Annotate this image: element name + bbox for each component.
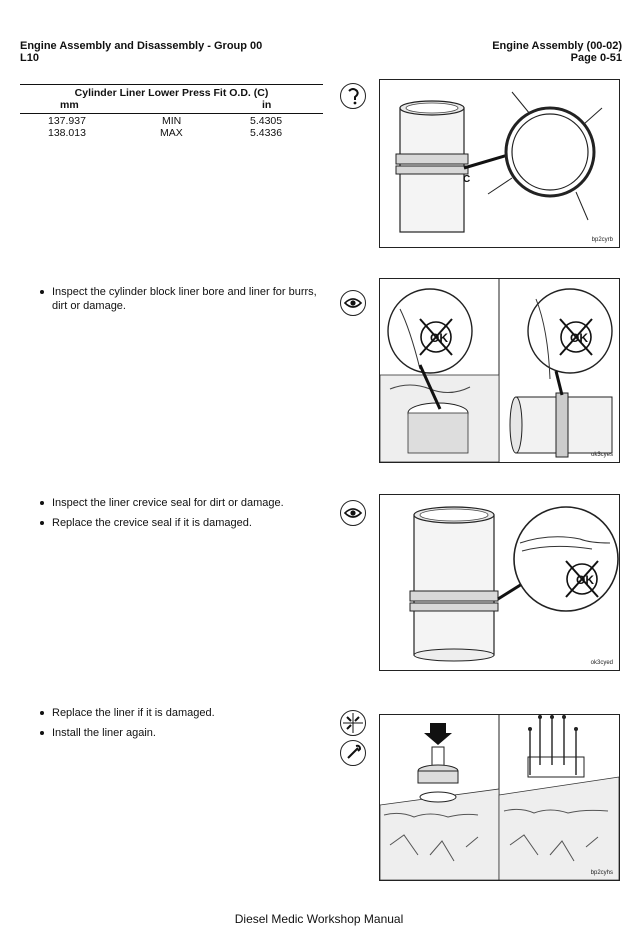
- figure-callout-c: C: [463, 174, 471, 185]
- tools-icon: [340, 710, 366, 736]
- measure-icon: [340, 83, 366, 109]
- header-left-title: Engine Assembly and Disassembly - Group 00: [20, 40, 263, 52]
- list-item-text: Inspect the liner crevice seal for dirt or damage.: [52, 497, 284, 509]
- spec-table-title: Cylinder Liner Lower Press Fit O.D. (C): [74, 87, 269, 99]
- header-page-number: Page 0-51: [570, 52, 622, 64]
- figure-liner-install: [379, 714, 620, 881]
- section-crevice-seal: [40, 496, 330, 530]
- spec-table-header-rule: [20, 113, 323, 114]
- figure-code: ok3cyes: [590, 452, 613, 458]
- list-item-text: Replace the crevice seal if it is damaged.: [52, 517, 252, 529]
- inspect-eye-icon: [340, 290, 366, 316]
- list-item: [40, 496, 330, 510]
- figure-crevice-seal: [379, 494, 620, 671]
- spec-table-top-rule: [20, 84, 323, 85]
- list-item: [40, 516, 330, 530]
- header-left-subtitle: L10: [20, 52, 39, 64]
- install-icon: [340, 740, 366, 766]
- spec-row-min-mm: 137.937: [48, 115, 86, 127]
- list-item: [40, 706, 330, 720]
- section-inspect-bore: [40, 285, 330, 313]
- ok-crossed-label: OK: [576, 573, 594, 587]
- list-item: [40, 285, 330, 313]
- spec-table-unit-mm: mm: [60, 99, 79, 111]
- inspect-eye-icon: [340, 500, 366, 526]
- figure-code: bp2cyhs: [590, 870, 613, 876]
- figure-liner-measurement: [379, 79, 620, 248]
- list-item: [40, 726, 330, 740]
- spec-row-min-label: MIN: [162, 115, 182, 127]
- figure-code: ok3cyed: [590, 660, 613, 666]
- spec-table-unit-in: in: [262, 99, 272, 111]
- list-item-text: Install the liner again.: [52, 727, 156, 739]
- spec-row-max-label: MAX: [160, 127, 183, 139]
- ok-crossed-label-right: OK: [570, 331, 588, 345]
- list-item-text: Replace the liner if it is damaged.: [52, 707, 215, 719]
- ok-crossed-label-left: OK: [430, 331, 448, 345]
- footer-text: Diesel Medic Workshop Manual: [234, 912, 404, 926]
- spec-row-max-mm: 138.013: [48, 127, 86, 139]
- spec-row-max-in: 5.4336: [250, 127, 283, 139]
- figure-bore-inspection: [379, 278, 620, 463]
- figure-code: bp2cyrb: [591, 237, 613, 243]
- header-right-title: Engine Assembly (00-02): [492, 40, 622, 52]
- section-replace-liner: [40, 706, 330, 740]
- spec-row-min-in: 5.4305: [250, 115, 283, 127]
- list-item-text: Inspect the cylinder block liner bore and liner for burrs, dirt or damage.: [52, 286, 317, 312]
